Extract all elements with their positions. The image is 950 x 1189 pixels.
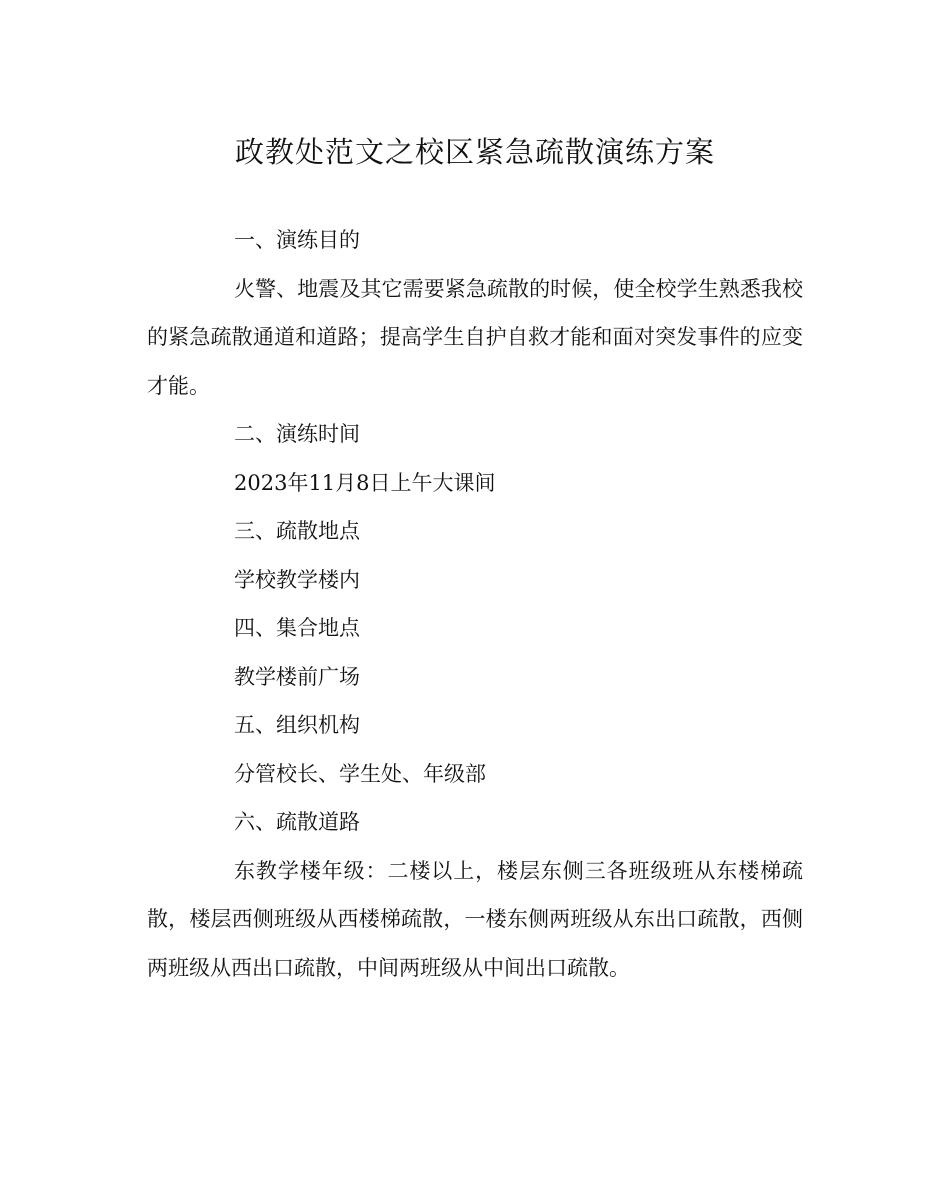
section-heading-assembly: 四、集合地点	[234, 616, 360, 640]
paragraph-time: 2023年11月8日上午大课间	[234, 470, 496, 495]
paragraph-location: 学校教学楼内	[234, 567, 360, 592]
section-heading-routes: 六、疏散道路	[234, 810, 360, 834]
paragraph-purpose: 火警、地震及其它需要紧急疏散的时候，使全校学生熟悉我校的紧急疏散通道和道路；提高学生自护自救才能和面对突发事件的应变才能。	[147, 276, 803, 398]
document-body	[147, 216, 803, 992]
paragraph-assembly: 教学楼前广场	[234, 664, 360, 689]
document-title: 政教处范文之校区紧急疏散演练方案	[234, 135, 715, 169]
section-heading-organization: 五、组织机构	[234, 713, 360, 737]
section-heading-purpose: 一、演练目的	[234, 228, 360, 252]
paragraph-organization: 分管校长、学生处、年级部	[234, 761, 486, 786]
section-heading-location: 三、疏散地点	[234, 519, 360, 543]
section-heading-time: 二、演练时间	[234, 422, 360, 446]
paragraph-routes: 东教学楼年级：二楼以上，楼层东侧三各班级班从东楼梯疏散，楼层西侧班级从西楼梯疏散，一楼东侧两班级从东出口疏散，西侧两班级从西出口疏散，中间两班级从中间出口疏散。	[147, 858, 803, 980]
